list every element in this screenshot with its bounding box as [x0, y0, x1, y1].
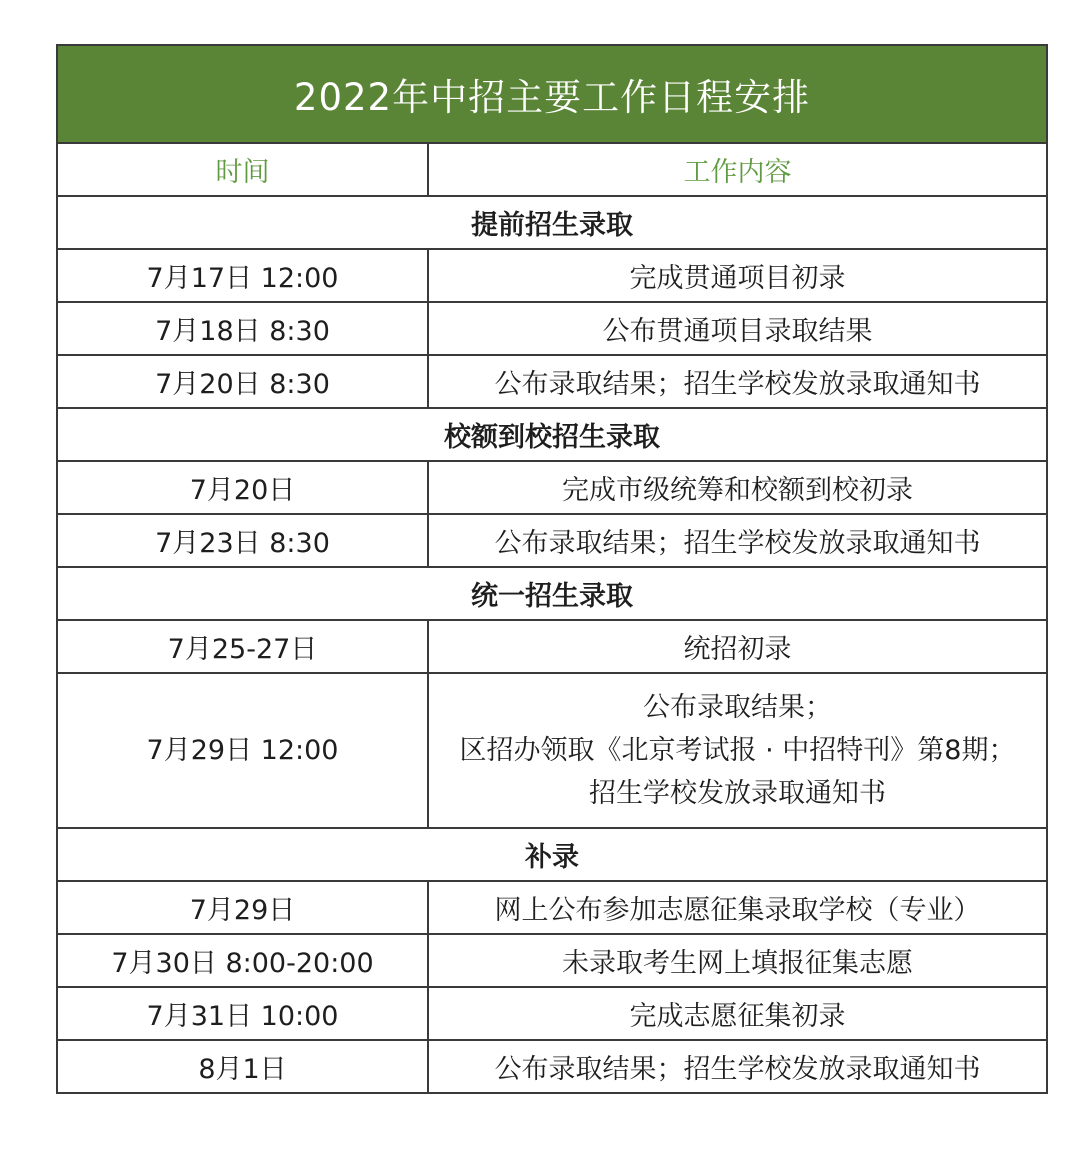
content-cell: 完成贯通项目初录 [428, 249, 1047, 302]
header-content: 工作内容 [428, 143, 1047, 196]
section-title: 统一招生录取 [57, 567, 1047, 620]
section-row [57, 196, 1047, 249]
header-time: 时间 [57, 143, 428, 196]
content-cell: 网上公布参加志愿征集录取学校（专业） [428, 881, 1047, 934]
table-row [57, 514, 1047, 567]
section-title: 补录 [57, 828, 1047, 881]
time-cell: 7月23日 8:30 [57, 514, 428, 567]
section-row [57, 567, 1047, 620]
table-row [57, 673, 1047, 828]
time-cell: 7月25-27日 [57, 620, 428, 673]
section-row [57, 408, 1047, 461]
time-cell: 7月30日 8:00-20:00 [57, 934, 428, 987]
content-cell [428, 673, 1047, 828]
header-row [57, 143, 1047, 196]
table-title: 2022年中招主要工作日程安排 [57, 45, 1047, 143]
content-cell: 公布录取结果；招生学校发放录取通知书 [428, 1040, 1047, 1093]
content-cell: 公布贯通项目录取结果 [428, 302, 1047, 355]
time-cell: 8月1日 [57, 1040, 428, 1093]
time-cell: 7月29日 12:00 [57, 673, 428, 828]
table-row [57, 302, 1047, 355]
content-cell: 未录取考生网上填报征集志愿 [428, 934, 1047, 987]
content-cell: 统招初录 [428, 620, 1047, 673]
section-title: 校额到校招生录取 [57, 408, 1047, 461]
schedule-table [56, 44, 1048, 1094]
table-row [57, 461, 1047, 514]
time-cell: 7月20日 8:30 [57, 355, 428, 408]
time-cell: 7月29日 [57, 881, 428, 934]
content-line: 区招办领取《北京考试报 · 中招特刊》第8期； [459, 735, 1016, 766]
table-row [57, 355, 1047, 408]
table-row [57, 934, 1047, 987]
content-cell: 公布录取结果；招生学校发放录取通知书 [428, 355, 1047, 408]
table-row [57, 987, 1047, 1040]
table-row [57, 881, 1047, 934]
section-row [57, 828, 1047, 881]
table-row [57, 249, 1047, 302]
time-cell: 7月20日 [57, 461, 428, 514]
title-row [57, 45, 1047, 143]
content-line: 招生学校发放录取通知书 [589, 778, 886, 809]
time-cell: 7月18日 8:30 [57, 302, 428, 355]
time-cell: 7月31日 10:00 [57, 987, 428, 1040]
time-cell: 7月17日 12:00 [57, 249, 428, 302]
section-title: 提前招生录取 [57, 196, 1047, 249]
content-cell: 完成志愿征集初录 [428, 987, 1047, 1040]
content-cell: 公布录取结果；招生学校发放录取通知书 [428, 514, 1047, 567]
content-cell: 完成市级统筹和校额到校初录 [428, 461, 1047, 514]
content-line: 公布录取结果； [643, 692, 832, 723]
table-row [57, 1040, 1047, 1093]
table-row [57, 620, 1047, 673]
